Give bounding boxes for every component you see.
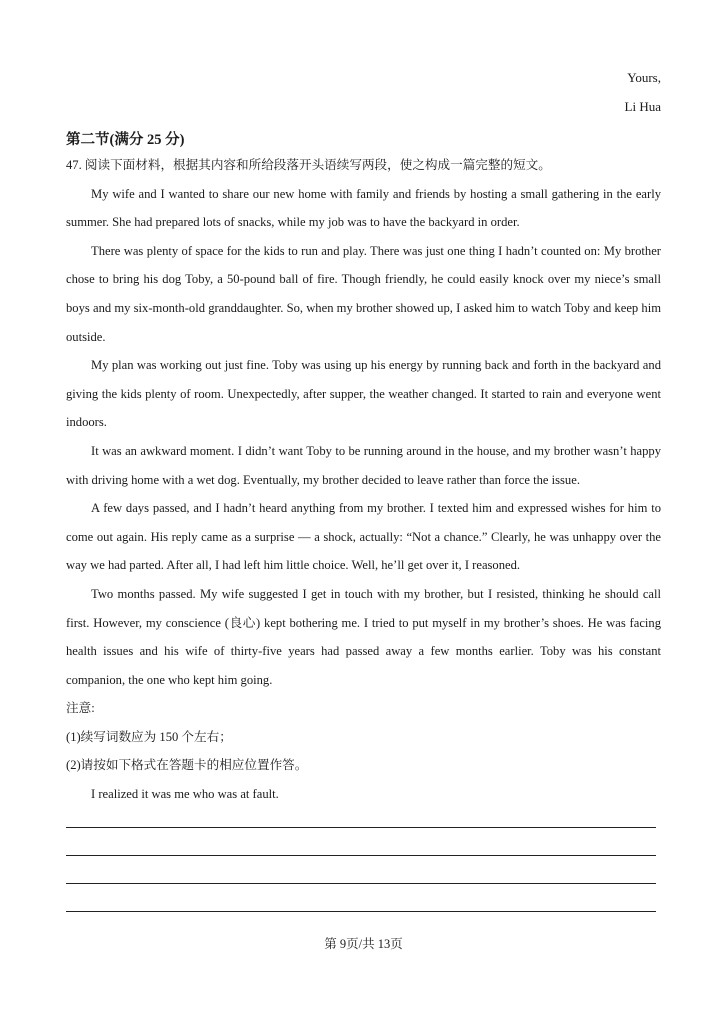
paragraph-6: Two months passed. My wife suggested I get in touch with my brother, but I resisted, thinking he should call first. However, my conscience (良心) kept bothering me. I tried to put myself in my brother’s shoes. He was facing health issues and his wife of thirty-five years had passed away a few months earlier. Toby was his constant companion, the one who kept him going. (66, 586, 661, 687)
answer-line (66, 911, 656, 912)
answer-line (66, 827, 656, 828)
paragraph-5: A few days passed, and I hadn’t heard anything from my brother. I texted him and expressed wishes for him to come out again. His reply came as a surprise — a shock, actually: “Not a chance.” Clearly, he was unhappy over the way we had parted. After all, I had left him little choice. Well, he’ll get over it, I reasoned. (66, 501, 661, 573)
answer-line (66, 855, 656, 856)
notes-item-2: (2)请按如下格式在答题卡的相应位置作答。 (66, 758, 308, 773)
prompt-sentence: I realized it was me who was at fault. (91, 787, 279, 802)
section-title: 第二节(满分 25 分) (66, 132, 185, 148)
page-number: 第 9页/共 13页 (324, 937, 403, 951)
notes-item-1: (1)续写词数应为 150 个左右； (66, 729, 232, 744)
paragraph-3: My plan was working out just fine. Toby was using up his energy by running back and forth in the backyard and giving the kids plenty of room. Unexpectedly, after supper, the weather changed. It started to rain and everyone went indoors. (66, 358, 661, 430)
question-instruction: 47. 阅读下面材料，根据其内容和所给段落开头语续写两段，使之构成一篇完整的短文。 (66, 158, 551, 172)
paragraph-4: It was an awkward moment. I didn’t want Toby to be running around in the house, and my brother wasn’t happy with driving home with a wet dog. Eventually, my brother decided to leave rather than force the issue. (66, 443, 661, 487)
answer-line (66, 883, 656, 884)
notes-label: 注意: (66, 701, 95, 716)
closing-signature: Li Hua (624, 99, 661, 114)
passage (66, 151, 661, 809)
answer-lines (66, 827, 656, 939)
paragraph-1: My wife and I wanted to share our new home with family and friends by hosting a small gathering in the early summer. She had prepared lots of snacks, while my job was to have the backyard in order. (66, 186, 661, 230)
paragraph-2: There was plenty of space for the kids to run and play. There was just one thing I hadn’t counted on: My brother chose to bring his dog Toby, a 50-pound ball of fire. Though friendly, he could easily knock over my niece’s small boys and my six-month-old granddaughter. So, when my brother showed up, I asked him to watch Toby and keep him outside. (66, 243, 661, 344)
closing-yours: Yours, (627, 70, 661, 85)
